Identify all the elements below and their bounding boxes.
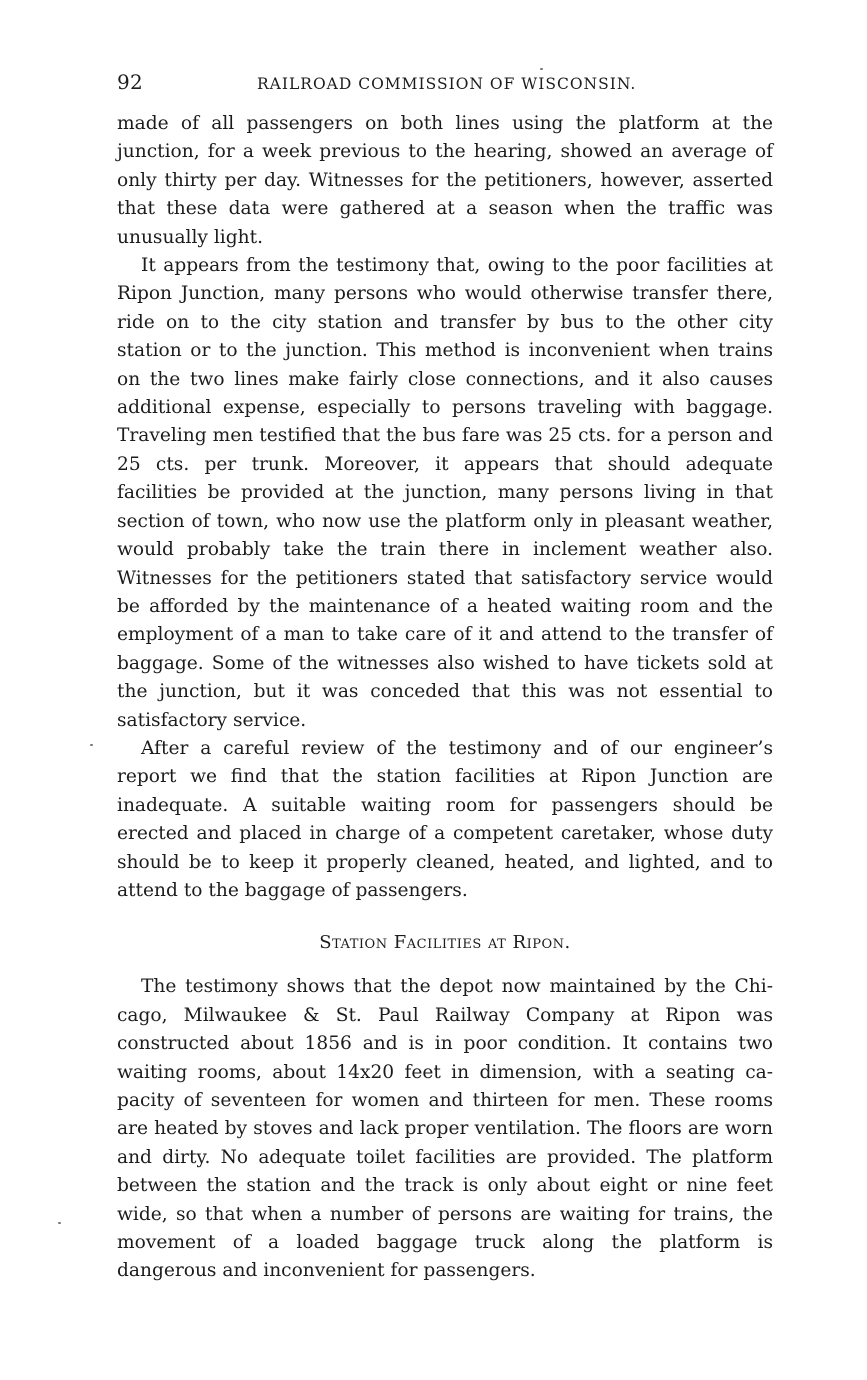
section-heading: Station Facilities at Ripon.	[319, 932, 571, 954]
scan-speck	[58, 1222, 61, 1224]
body-paragraph-3: After a careful review of the testimony and of our engineer’s report we find that the station facilities at Ripon Junction are inadequate. A suitable waiting room for passengers should be erected and placed in charge of a competent caretaker, whose duty should be to keep it properly cleaned, heated, and lighted, and to attend to the baggage of passengers.	[117, 737, 773, 901]
body-paragraph-4: The testimony shows that the depot now maintained by the Chicago, Milwaukee & St. Paul Railway Company at Ripon was constructed about 1856 and is in poor condition. It contains two waiting rooms, about 14x20 feet in dimension, with a seating capacity of seventeen for women and thirteen for men. These rooms are heated by stoves and lack proper ventilation. The floors are worn and dirty. No adequate toilet facilities are provided. The platform between the station and the track is only about eight or nine feet wide, so that when a number of persons are waiting for trains, the movement of a loaded baggage truck along the platform is dangerous and inconvenient for passengers.	[117, 976, 773, 1282]
document-page	[117, 70, 773, 1286]
body-paragraph-1: made of all passengers on both lines using the platform at the junction, for a week previous to the hearing, showed an average of only thirty per day. Witnesses for the petitioners, however, asserted that these data were gathered at a season when the traffic was unusually light.	[117, 113, 773, 248]
body-paragraph-2: It appears from the testimony that, owing to the poor facilities at Ripon Junction, many persons who would otherwise transfer there, ride on to the city station and transfer by bus to the other city station or to the junction. This method is inconvenient when trains on the two lines make fairly close connections, and it also causes additional expense, especially to persons traveling with baggage. Traveling men testified that the bus fare was 25 cts. for a person and 25 cts. per trunk. Moreover, it appears that should adequate facilities be provided at the junction, many persons living in that section of town, who now use the platform only in pleasant weather, would probably take the train there in inclement weather also. Witnesses for the petitioners stated that satisfactory service would be afforded by the maintenance of a heated waiting room and the employment of a man to take care of it and attend to the transfer of baggage. Some of the witnesses also wished to have tickets sold at the junction, but it was conceded that this was not essential to satisfactory service.	[117, 255, 773, 731]
running-title: RAILROAD COMMISSION OF WISCONSIN.	[257, 75, 637, 93]
scan-speck	[90, 744, 93, 746]
scan-speck	[540, 68, 543, 70]
page-number: 92	[117, 70, 144, 94]
running-header	[117, 70, 773, 110]
